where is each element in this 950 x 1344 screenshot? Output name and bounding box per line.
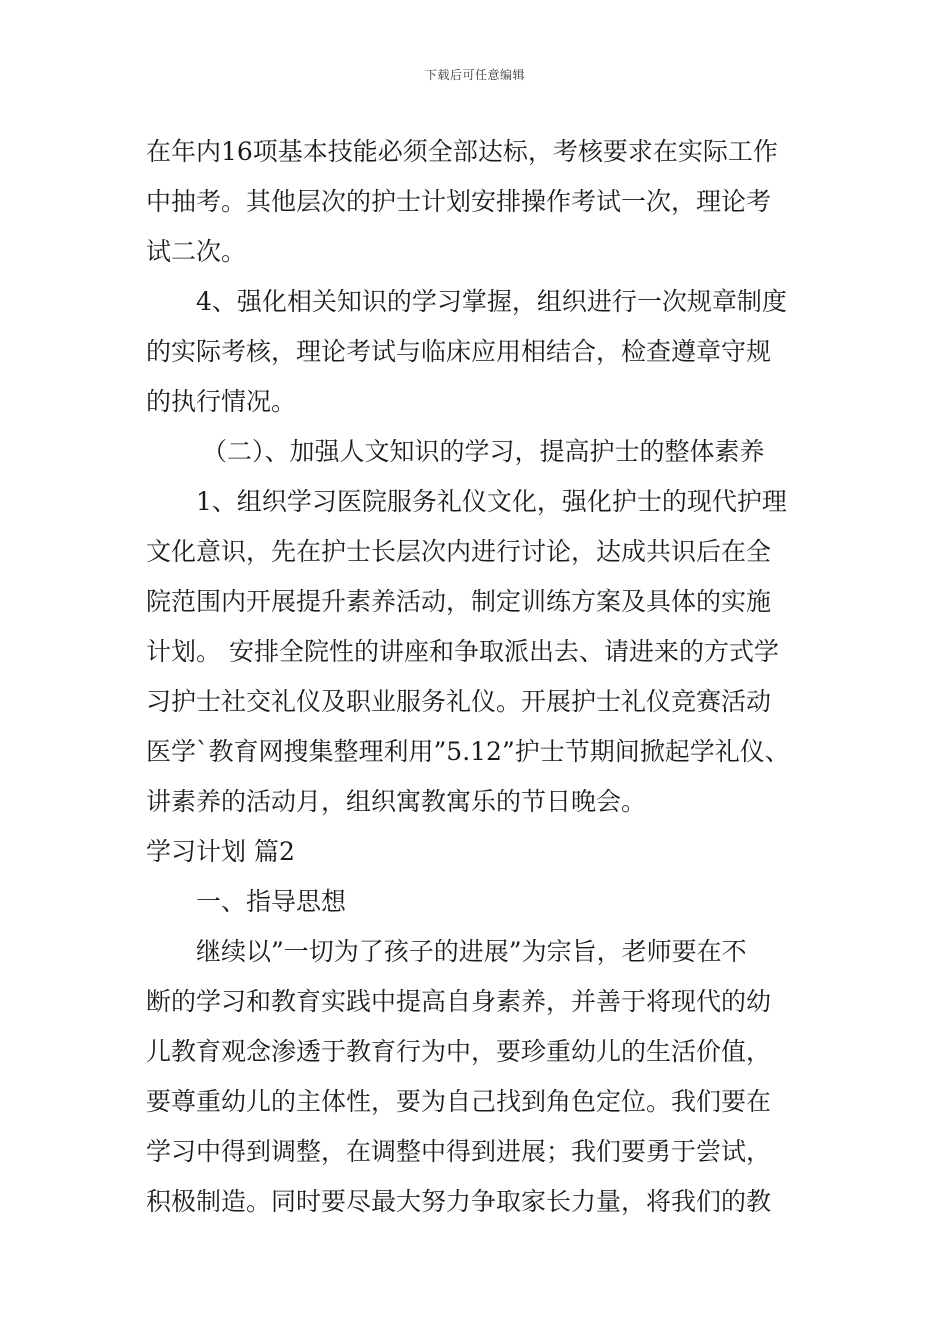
text-line: 讲素养的活动月，组织寓教寓乐的节日晚会。: [146, 787, 647, 816]
section-heading: 一、指导思想: [196, 887, 347, 916]
text-line: 院范围内开展提升素养活动，制定训练方案及具体的实施: [146, 587, 772, 616]
text-line: 学习中得到调整，在调整中得到进展；我们要勇于尝试，: [146, 1137, 772, 1166]
text-line: 计划。 安排全院性的讲座和争取派出去、请进来的方式学: [146, 637, 779, 666]
text-line: 医学`教育网搜集整理利用”5.12”护士节期间掀起学礼仪、: [146, 737, 790, 766]
text-line: 的执行情况。: [146, 387, 297, 416]
text-line: 1、组织学习医院服务礼仪文化，强化护士的现代护理: [196, 487, 787, 516]
text-line: 在年内16项基本技能必须全部达标，考核要求在实际工作: [146, 137, 778, 166]
text-line: 断的学习和教育实践中提高自身素养，并善于将现代的幼: [146, 987, 772, 1016]
text-line: 要尊重幼儿的主体性，要为自己找到角色定位。我们要在: [146, 1087, 772, 1116]
text-line: 积极制造。同时要尽最大努力争取家长力量，将我们的教: [146, 1187, 772, 1216]
text-line: 试二次。: [146, 237, 247, 266]
page-header-note: 下载后可任意编辑: [424, 68, 525, 82]
text-line: 4、强化相关知识的学习掌握，组织进行一次规章制度: [196, 287, 787, 316]
document-body: [146, 127, 832, 1227]
chapter-title: 学习计划 篇2: [146, 837, 295, 866]
text-line: 的实际考核，理论考试与临床应用相结合，检查遵章守规: [146, 337, 772, 366]
text-line: 继续以”一切为了孩子的进展”为宗旨，老师要在不: [196, 937, 747, 966]
text-line: 中抽考。其他层次的护士计划安排操作考试一次，理论考: [146, 187, 772, 216]
text-line: 儿教育观念渗透于教育行为中，要珍重幼儿的生活价值，: [146, 1037, 772, 1066]
section-heading: （二）、加强人文知识的学习，提高护士的整体素养: [202, 437, 765, 466]
text-line: 习护士社交礼仪及职业服务礼仪。开展护士礼仪竞赛活动: [146, 687, 772, 716]
text-line: 文化意识，先在护士长层次内进行讨论，达成共识后在全: [146, 537, 772, 566]
